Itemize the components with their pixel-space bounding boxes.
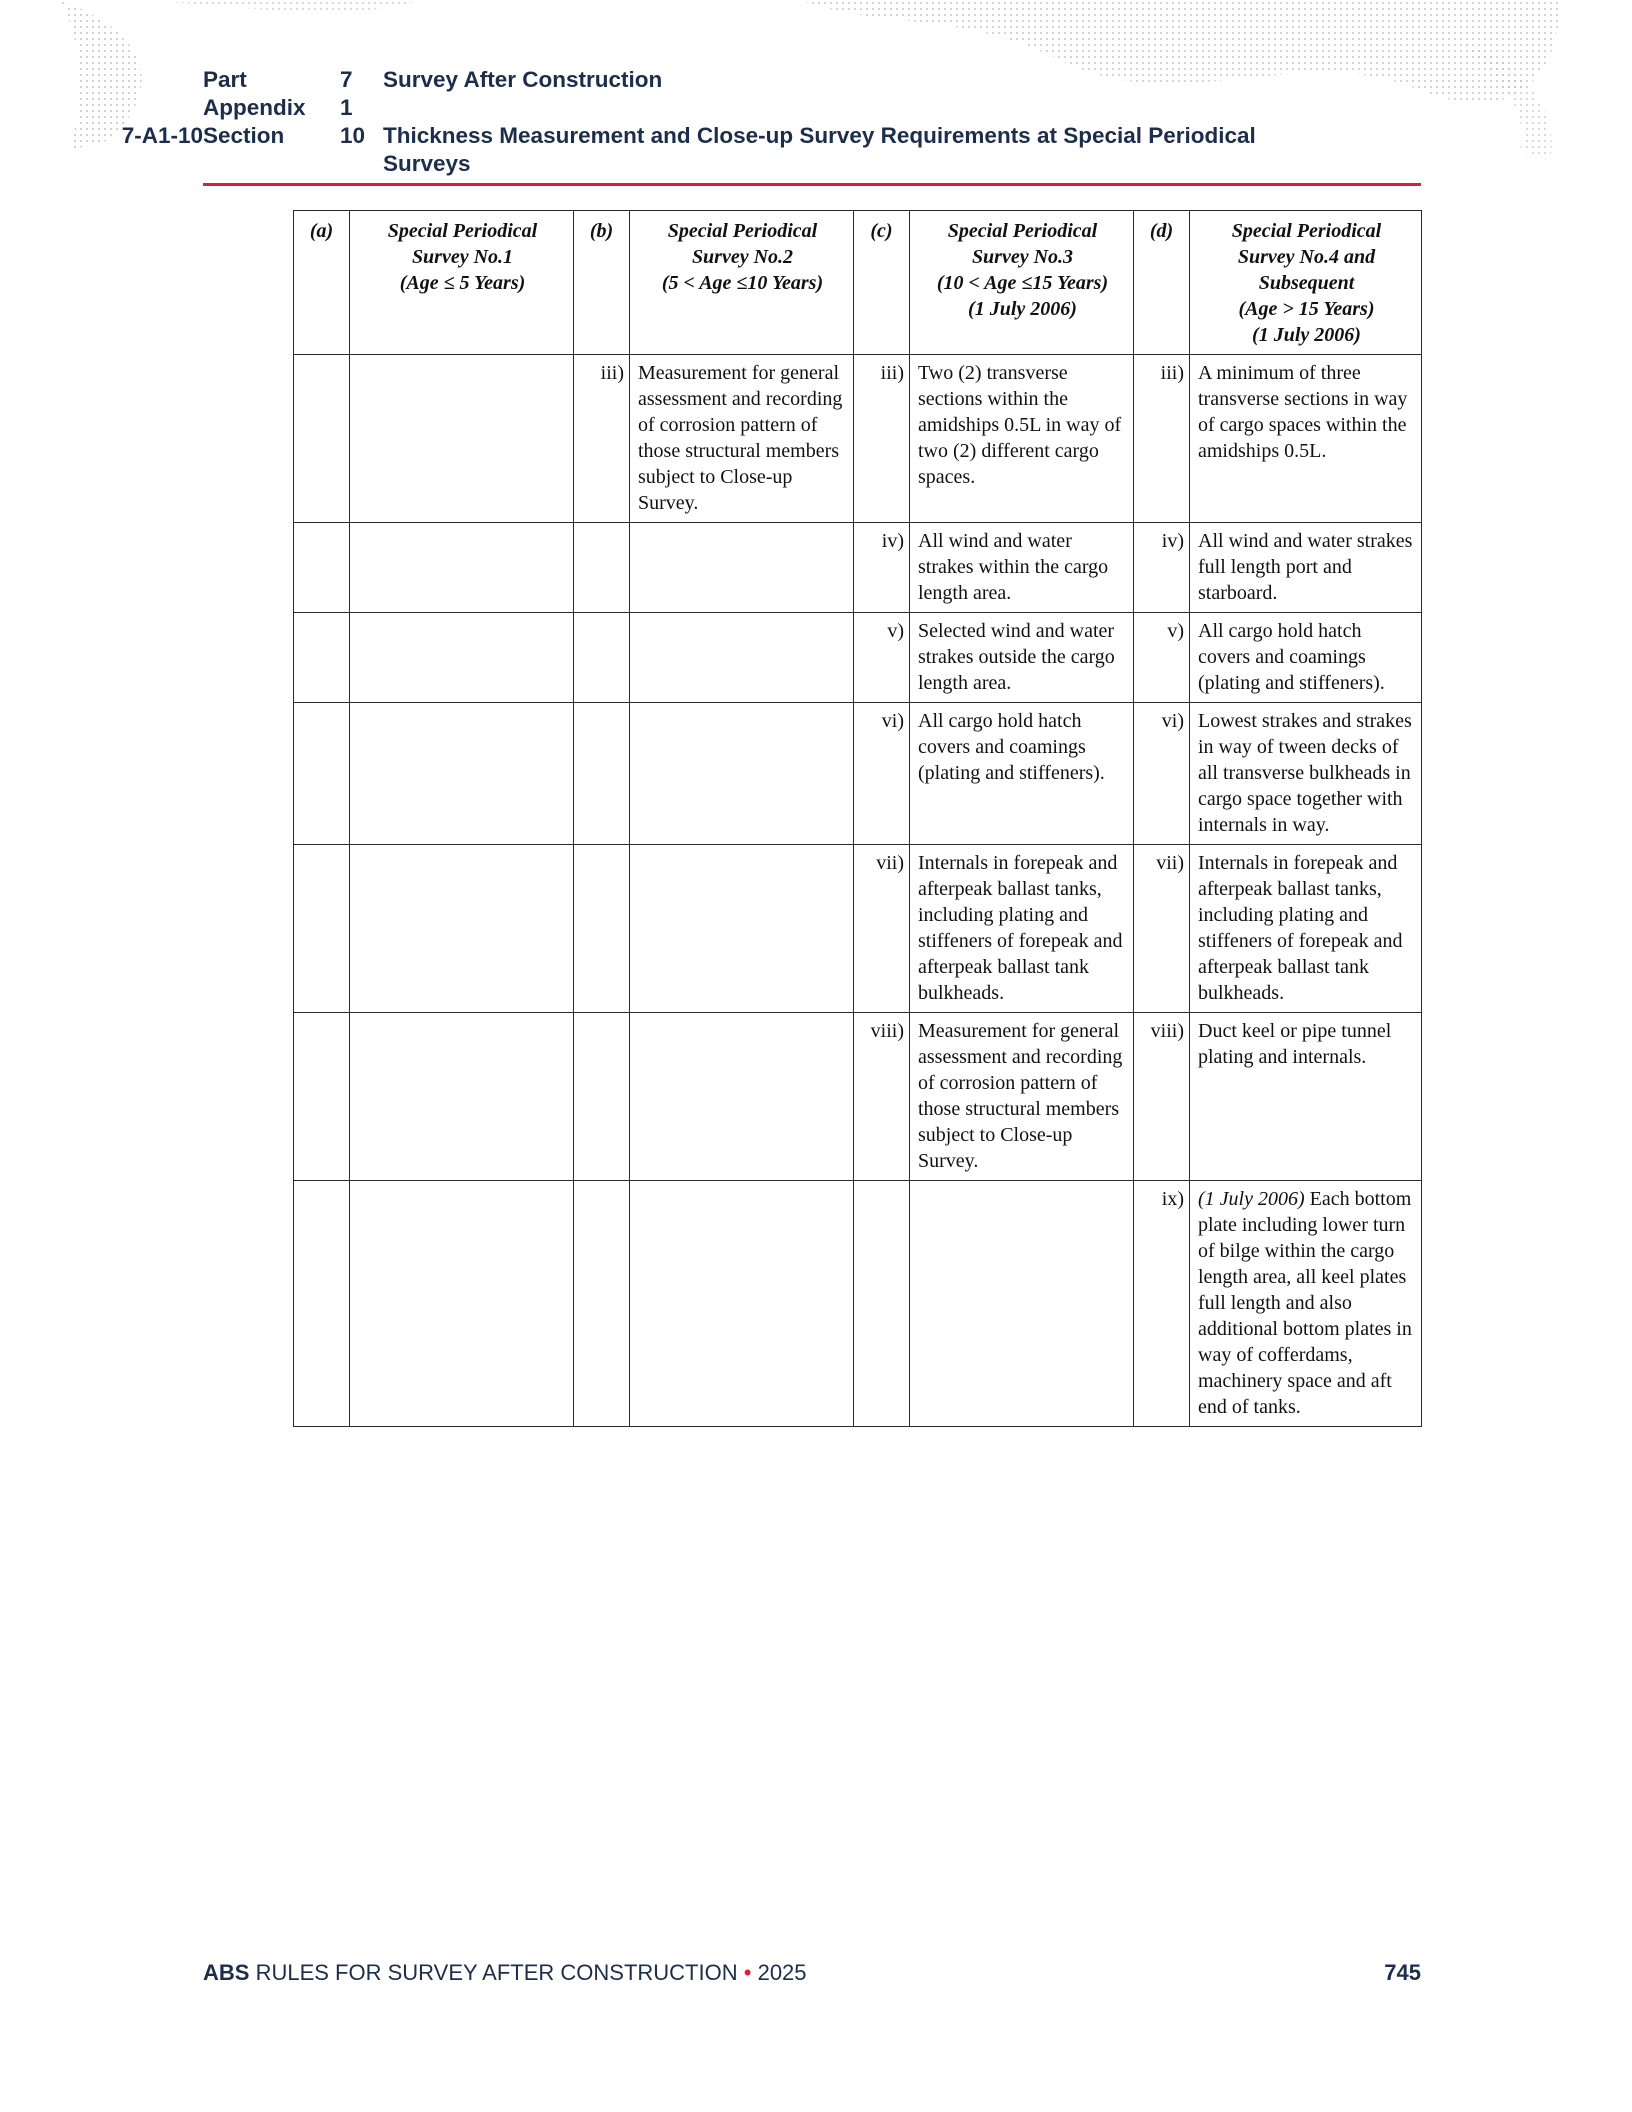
column-c-heading-line: (10 < Age ≤15 Years) bbox=[936, 272, 1109, 294]
column-c-heading-line: Survey No.3 bbox=[971, 246, 1074, 268]
empty-cell bbox=[350, 1013, 574, 1181]
column-d-heading bbox=[1190, 211, 1422, 355]
column-d-heading-line: Special Periodical bbox=[1231, 220, 1382, 242]
item-number: vi) bbox=[1134, 703, 1190, 845]
column-c-heading-line: (1 July 2006) bbox=[968, 298, 1077, 320]
empty-cell bbox=[350, 703, 574, 845]
item-number: viii) bbox=[854, 1013, 910, 1181]
table-row bbox=[294, 1013, 1422, 1181]
page-reference: 7-A1-10 bbox=[121, 123, 203, 148]
column-c-letter: (c) bbox=[854, 211, 910, 355]
empty-cell bbox=[574, 613, 630, 703]
item-text bbox=[1190, 1181, 1422, 1427]
section-number: 10 bbox=[340, 123, 366, 148]
item-number: vii) bbox=[1134, 845, 1190, 1013]
empty-cell bbox=[910, 1181, 1134, 1427]
column-a-heading-line: Special Periodical bbox=[387, 220, 538, 242]
column-d-heading-line: Subsequent bbox=[1258, 272, 1355, 294]
item-text: All wind and water strakes within the cargo length area. bbox=[910, 523, 1134, 613]
empty-cell bbox=[854, 1181, 910, 1427]
empty-cell bbox=[294, 1013, 350, 1181]
table-row bbox=[294, 355, 1422, 523]
column-a-heading-line: (Age ≤ 5 Years) bbox=[399, 272, 526, 294]
page-number: 745 bbox=[1384, 1960, 1421, 1985]
item-text: Measurement for general assessment and recording of corrosion pattern of those structural members subject to Close-up Survey. bbox=[910, 1013, 1134, 1181]
column-b-letter: (b) bbox=[574, 211, 630, 355]
empty-cell bbox=[574, 1181, 630, 1427]
effective-date: (1 July 2006) bbox=[1198, 1188, 1305, 1210]
empty-cell bbox=[574, 845, 630, 1013]
page-footer bbox=[203, 1958, 1421, 1988]
item-text-body: Each bottom plate including lower turn of bilge within the cargo length area, all keel plates full length and also additional bottom plates in way of cofferdams, machinery space and aft end of tanks. bbox=[1198, 1188, 1412, 1418]
part-label: Part bbox=[203, 67, 247, 92]
empty-cell bbox=[630, 1013, 854, 1181]
column-c-heading bbox=[910, 211, 1134, 355]
item-number: iii) bbox=[574, 355, 630, 523]
item-text: Selected wind and water strakes outside the cargo length area. bbox=[910, 613, 1134, 703]
table-row bbox=[294, 613, 1422, 703]
item-number: v) bbox=[854, 613, 910, 703]
empty-cell bbox=[574, 523, 630, 613]
table-row bbox=[294, 703, 1422, 845]
empty-cell bbox=[630, 845, 854, 1013]
empty-cell bbox=[630, 1181, 854, 1427]
item-number: vii) bbox=[854, 845, 910, 1013]
empty-cell bbox=[350, 355, 574, 523]
item-text: All cargo hold hatch covers and coamings (plating and stiffeners). bbox=[1190, 613, 1422, 703]
empty-cell bbox=[350, 1181, 574, 1427]
item-text: Internals in forepeak and afterpeak ballast tanks, including plating and stiffeners of forepeak and afterpeak ballast tank bulkheads. bbox=[1190, 845, 1422, 1013]
column-c-heading-line: Special Periodical bbox=[947, 220, 1098, 242]
item-number: viii) bbox=[1134, 1013, 1190, 1181]
part-number: 7 bbox=[340, 67, 353, 92]
empty-cell bbox=[574, 1013, 630, 1181]
item-number: iv) bbox=[854, 523, 910, 613]
column-d-heading-line: (Age > 15 Years) bbox=[1238, 298, 1375, 320]
item-text: All wind and water strakes full length port and starboard. bbox=[1190, 523, 1422, 613]
empty-cell bbox=[294, 845, 350, 1013]
part-title: Survey After Construction bbox=[383, 67, 663, 92]
column-b-heading bbox=[630, 211, 854, 355]
empty-cell bbox=[350, 845, 574, 1013]
footer-year: 2025 bbox=[757, 1960, 807, 1985]
column-a-letter: (a) bbox=[294, 211, 350, 355]
section-title-line1: Thickness Measurement and Close-up Survey Requirements at Special Periodical bbox=[383, 123, 1256, 148]
footer-title: RULES FOR SURVEY AFTER CONSTRUCTION bbox=[255, 1960, 738, 1985]
empty-cell bbox=[294, 1181, 350, 1427]
item-number: iii) bbox=[1134, 355, 1190, 523]
section-title-line2: Surveys bbox=[383, 151, 471, 176]
empty-cell bbox=[350, 613, 574, 703]
item-number: ix) bbox=[1134, 1181, 1190, 1427]
empty-cell bbox=[574, 703, 630, 845]
column-d-heading-line: Survey No.4 and bbox=[1237, 246, 1376, 268]
appendix-label: Appendix bbox=[203, 95, 306, 120]
item-number: iii) bbox=[854, 355, 910, 523]
item-text: Two (2) transverse sections within the amidships 0.5L in way of two (2) different cargo spaces. bbox=[910, 355, 1134, 523]
empty-cell bbox=[630, 613, 854, 703]
column-b-heading-line: (5 < Age ≤10 Years) bbox=[661, 272, 824, 294]
empty-cell bbox=[350, 523, 574, 613]
item-text: Lowest strakes and strakes in way of tween decks of all transverse bulkheads in cargo space together with internals in way. bbox=[1190, 703, 1422, 845]
item-number: iv) bbox=[1134, 523, 1190, 613]
item-text: All cargo hold hatch covers and coamings (plating and stiffeners). bbox=[910, 703, 1134, 845]
empty-cell bbox=[294, 523, 350, 613]
item-text: Internals in forepeak and afterpeak ballast tanks, including plating and stiffeners of forepeak and afterpeak ballast tank bulkheads. bbox=[910, 845, 1134, 1013]
table-row bbox=[294, 1181, 1422, 1427]
column-a-heading bbox=[350, 211, 574, 355]
column-d-heading-line: (1 July 2006) bbox=[1252, 324, 1361, 346]
abs-logo-text: ABS bbox=[203, 1960, 250, 1985]
empty-cell bbox=[630, 523, 854, 613]
column-a-heading-line: Survey No.1 bbox=[411, 246, 514, 268]
item-number: vi) bbox=[854, 703, 910, 845]
column-b-heading-line: Special Periodical bbox=[667, 220, 818, 242]
table-row bbox=[294, 845, 1422, 1013]
empty-cell bbox=[294, 355, 350, 523]
empty-cell bbox=[294, 703, 350, 845]
footer-separator: • bbox=[743, 1960, 752, 1985]
item-number: v) bbox=[1134, 613, 1190, 703]
survey-requirements-table bbox=[293, 210, 1422, 1427]
empty-cell bbox=[294, 613, 350, 703]
item-text: Measurement for general assessment and recording of corrosion pattern of those structural members subject to Close-up Survey. bbox=[630, 355, 854, 523]
header-divider-line bbox=[203, 183, 1421, 186]
column-b-heading-line: Survey No.2 bbox=[691, 246, 794, 268]
column-d-letter: (d) bbox=[1134, 211, 1190, 355]
appendix-number: 1 bbox=[340, 95, 353, 120]
empty-cell bbox=[630, 703, 854, 845]
table-header-row bbox=[294, 211, 1422, 355]
table-row bbox=[294, 523, 1422, 613]
item-text: Duct keel or pipe tunnel plating and internals. bbox=[1190, 1013, 1422, 1181]
item-text: A minimum of three transverse sections in way of cargo spaces within the amidships 0.5L. bbox=[1190, 355, 1422, 523]
section-label: Section bbox=[203, 123, 285, 148]
